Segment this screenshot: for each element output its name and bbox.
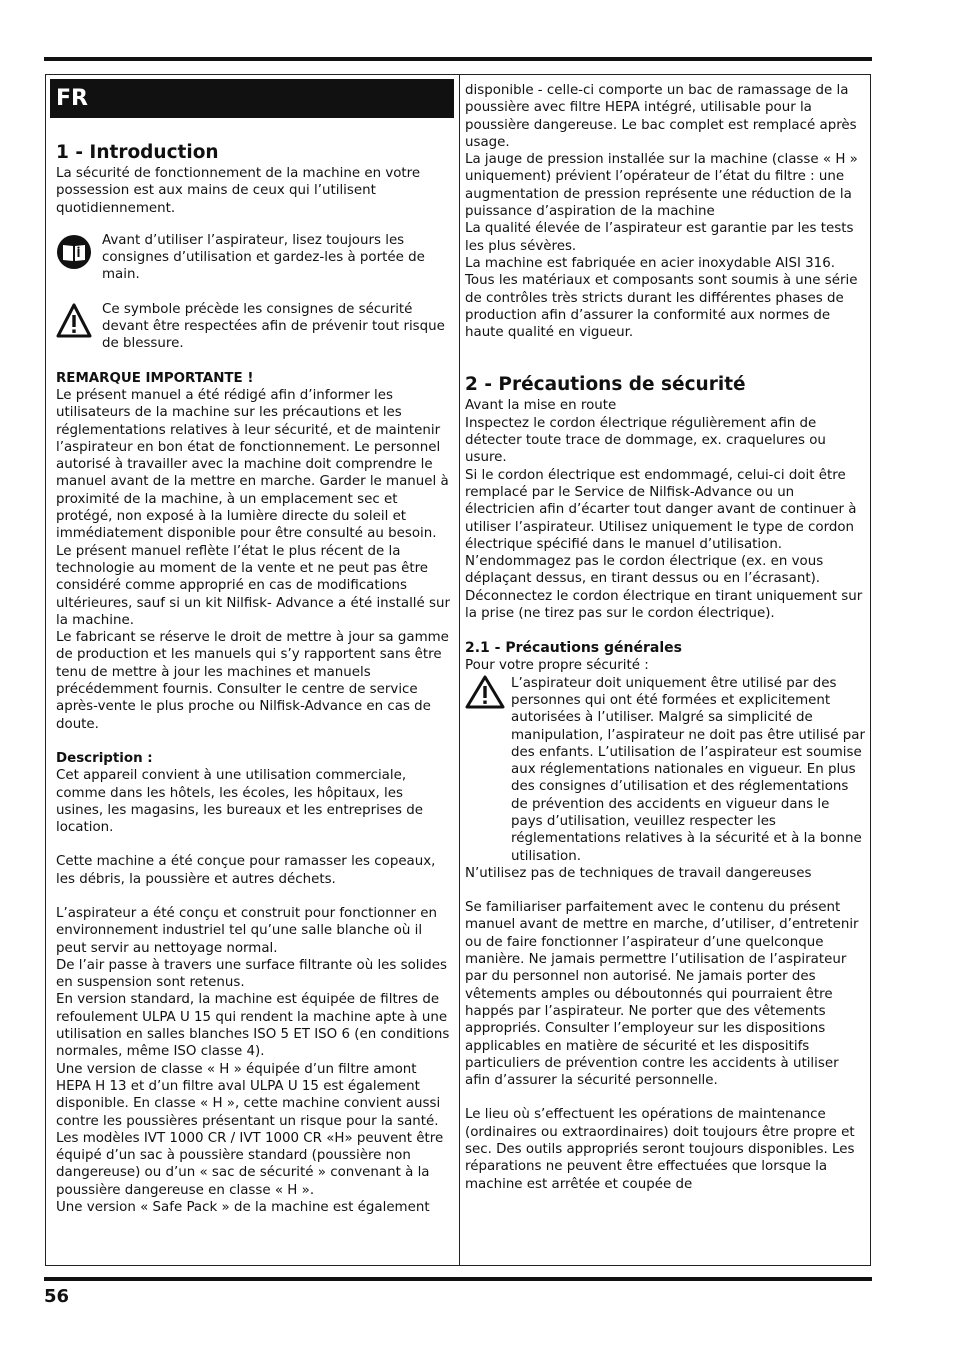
warning-icon xyxy=(465,675,503,709)
section-1-title: 1 - Introduction xyxy=(56,142,219,163)
intro-text: La sécurité de fonctionnement de la machine en votre possession est aux mains de ceux qui l’utilisent quotidiennement. xyxy=(56,166,421,216)
description-p4: De l’air passe à travers une surface filtrante où les solides en suspension sont retenus. xyxy=(56,957,447,991)
book-note xyxy=(56,232,452,284)
continued-p1: disponible - celle-ci comporte un bac de ramassage de la poussière avec filtre HEPA intégré, utilisable pour la poussière dangereuse. Le bac complet est remplacé après usage. xyxy=(465,83,857,150)
section-2-1-p3: Le lieu où s’effectuent les opérations de maintenance (ordinaires ou extraordinaires) doit toujours être propre et sec. Des outils appropriés seront toujours disponibles. Les réparations ne peuvent être effectuées que lorsque la machine est arrêtée et coupée de xyxy=(465,1107,855,1192)
section-2-p2: Si le cordon électrique est endommagé, celui-ci doit être remplacé par le Service de Nilfisk-Advance ou un électricien afin d’écarter tout danger avant de continuer à utiliser l’aspirateur. Utilisez uniquement le type de cordon électrique spécifié dans le manuel d’utilisation. xyxy=(465,467,857,552)
warning-note-text: Ce symbole précède les consignes de sécurité devant être respectées afin de prévenir tout risque de blessure. xyxy=(102,301,445,352)
bottom-rule xyxy=(44,1277,872,1281)
top-rule xyxy=(44,57,872,61)
continued-p3: La qualité élevée de l’aspirateur est garantie par les tests les plus sévères. xyxy=(465,221,854,254)
continued-p2: La jauge de pression installée sur la machine (classe « H » uniquement) prévient l’opérateur de l’état du filtre : une augmentation de pression représente une réduction de la puissance d’aspiration de la machine xyxy=(465,152,858,220)
language-banner: FR xyxy=(50,79,454,118)
book-note-text: Avant d’utiliser l’aspirateur, lisez toujours les consignes d’utilisation et gardez-les à portée de main. xyxy=(102,232,425,283)
description-p8: Une version « Safe Pack » de la machine est également xyxy=(56,1200,430,1216)
section-2-p1: Inspectez le cordon électrique régulièrement afin de détecter toute trace de dommage, ex. craquelures ou usure. xyxy=(465,415,826,466)
book-icon xyxy=(56,234,92,270)
section-2-1-p1: N’utilisez pas de techniques de travail dangereuses xyxy=(465,865,812,881)
right-column xyxy=(465,82,865,1193)
description-p6: Une version de classe « H » équipée d’un filtre amont HEPA H 13 et d’un filtre aval ULPA U 15 est également disponible. En classe « H », cette machine convient aussi contre les poussières présentant un risque pour la santé. xyxy=(56,1061,441,1129)
warning-note xyxy=(56,301,452,353)
description-p3: L’aspirateur a été conçu et construit pour fonctionner en environnement industriel tel qu’une salle blanche où il peut servir au nettoyage normal. xyxy=(56,905,437,956)
section-2-intro: Avant la mise en route xyxy=(465,398,617,414)
section-2-1-p2: Se familiariser parfaitement avec le contenu du présent manuel avant de mettre en marche, d’utiliser, d’entretenir ou de faire fonctionner l’aspirateur d’une quelconque manière. Ne jamais permettre l’utilisation de l’aspirateur par du personnel non autorisé. Ne jamais porter des vêtements amples ou déboutonnés qui pourraient être happés par l’aspirateur. Ne porter que des vêtements appropriés. Consulter l’employeur sur les dispositions applicables en matière de sécurité et les dispositifs particuliers de prévention contre les accidents à utiliser afin d’assurer la sécurité personnelle. xyxy=(465,900,859,1089)
description-p7: Les modèles IVT 1000 CR / IVT 1000 CR «H» peuvent être équipé d’un sac à poussière standard (poussière non dangereuse) ou d’un « sac de sécurité » convenant à la poussière dangereuse en classe « H ». xyxy=(56,1130,444,1198)
description-p2: Cette machine a été conçue pour ramasser les copeaux, les débris, la poussière et autres déchets. xyxy=(56,854,436,887)
remarque-title: REMARQUE IMPORTANTE ! xyxy=(56,370,254,386)
description-p5: En version standard, la machine est équipée de filtres de refoulement ULPA U 15 qui rendent la machine apte à une utilisation en salles blanches ISO 5 ET ISO 6 (en conditions normales, même ISO classe 4). xyxy=(56,992,450,1060)
section-2-1-title: 2.1 - Précautions générales xyxy=(465,640,682,657)
description-p1: Cet appareil convient à une utilisation commerciale, comme dans les hôtels, les écoles, les hôpitaux, les usines, les magasins, les bureaux et les entreprises de location. xyxy=(56,768,423,836)
page-number: 56 xyxy=(44,1286,70,1307)
section-2-1-intro: Pour votre propre sécurité : xyxy=(465,658,649,674)
remarque-p1: Le présent manuel a été rédigé afin d’informer les utilisateurs de la machine sur les précautions et les réglementations relatives à leur sécurité, et de maintenir l’aspirateur en bon état de fonctionnement. Le personnel autorisé à travailler avec la machine doit comprendre le manuel avant de la mettre en marche. Garder le manuel à proximité de la machine, à un emplacement sec et protégé, non exposé à la lumière directe du soleil et immédiatement disponible pour être consulté au besoin. xyxy=(56,387,449,542)
description-title: Description : xyxy=(56,750,153,766)
warning-icon xyxy=(56,303,92,339)
general-warning-text: L’aspirateur doit uniquement être utilisé par des personnes qui ont été formées et explicitement autorisées à l’utiliser. Malgré sa simplicité de manipulation, l’aspirateur ne doit pas être utilisé par des enfants. L’utilisation de l’aspirateur est soumise aux réglementations nationales en vigueur. En plus des consignes d’utilisation et des réglementations de prévention des accidents en vigueur dans le pays d’utilisation, veuillez respecter les réglementations relatives à la sécurité et à la bonne utilisation. xyxy=(511,675,865,864)
continued-p5: Tous les matériaux et composants sont soumis à une série de contrôles très stricts durant les différentes phases de production afin d’assurer la conformité aux normes de haute qualité en vigueur. xyxy=(465,273,858,341)
remarque-p2: Le présent manuel reflète l’état le plus récent de la technologie au moment de la vente et ne peut pas être considéré comme approprié en cas de modifications ultérieures, sauf si un kit Nilfisk- Advance a été installé sur la machine. xyxy=(56,543,450,628)
left-column xyxy=(56,141,452,1216)
column-divider xyxy=(459,74,460,1266)
section-2-p4: Déconnectez le cordon électrique en tirant uniquement sur la prise (ne tirez pas sur le cordon électrique). xyxy=(465,588,863,622)
section-2-p3: N’endommagez pas le cordon électrique (ex. en vous déplaçant dessus, en tirant dessus ou en l’écrasant). xyxy=(465,554,824,587)
section-2-title: 2 - Précautions de sécurité xyxy=(465,374,746,396)
general-warning xyxy=(465,675,865,865)
remarque-p3: Le fabricant se réserve le droit de mettre à jour sa gamme de production et les manuels qui s’y rapportent sans être tenu de mettre à jour les machines et manuels précédemment fournis. Consulter le centre de service après-vente le plus proche ou Nilfisk-Advance en cas de doute. xyxy=(56,630,449,732)
continued-p4: La machine est fabriquée en acier inoxydable AISI 316. xyxy=(465,255,835,271)
